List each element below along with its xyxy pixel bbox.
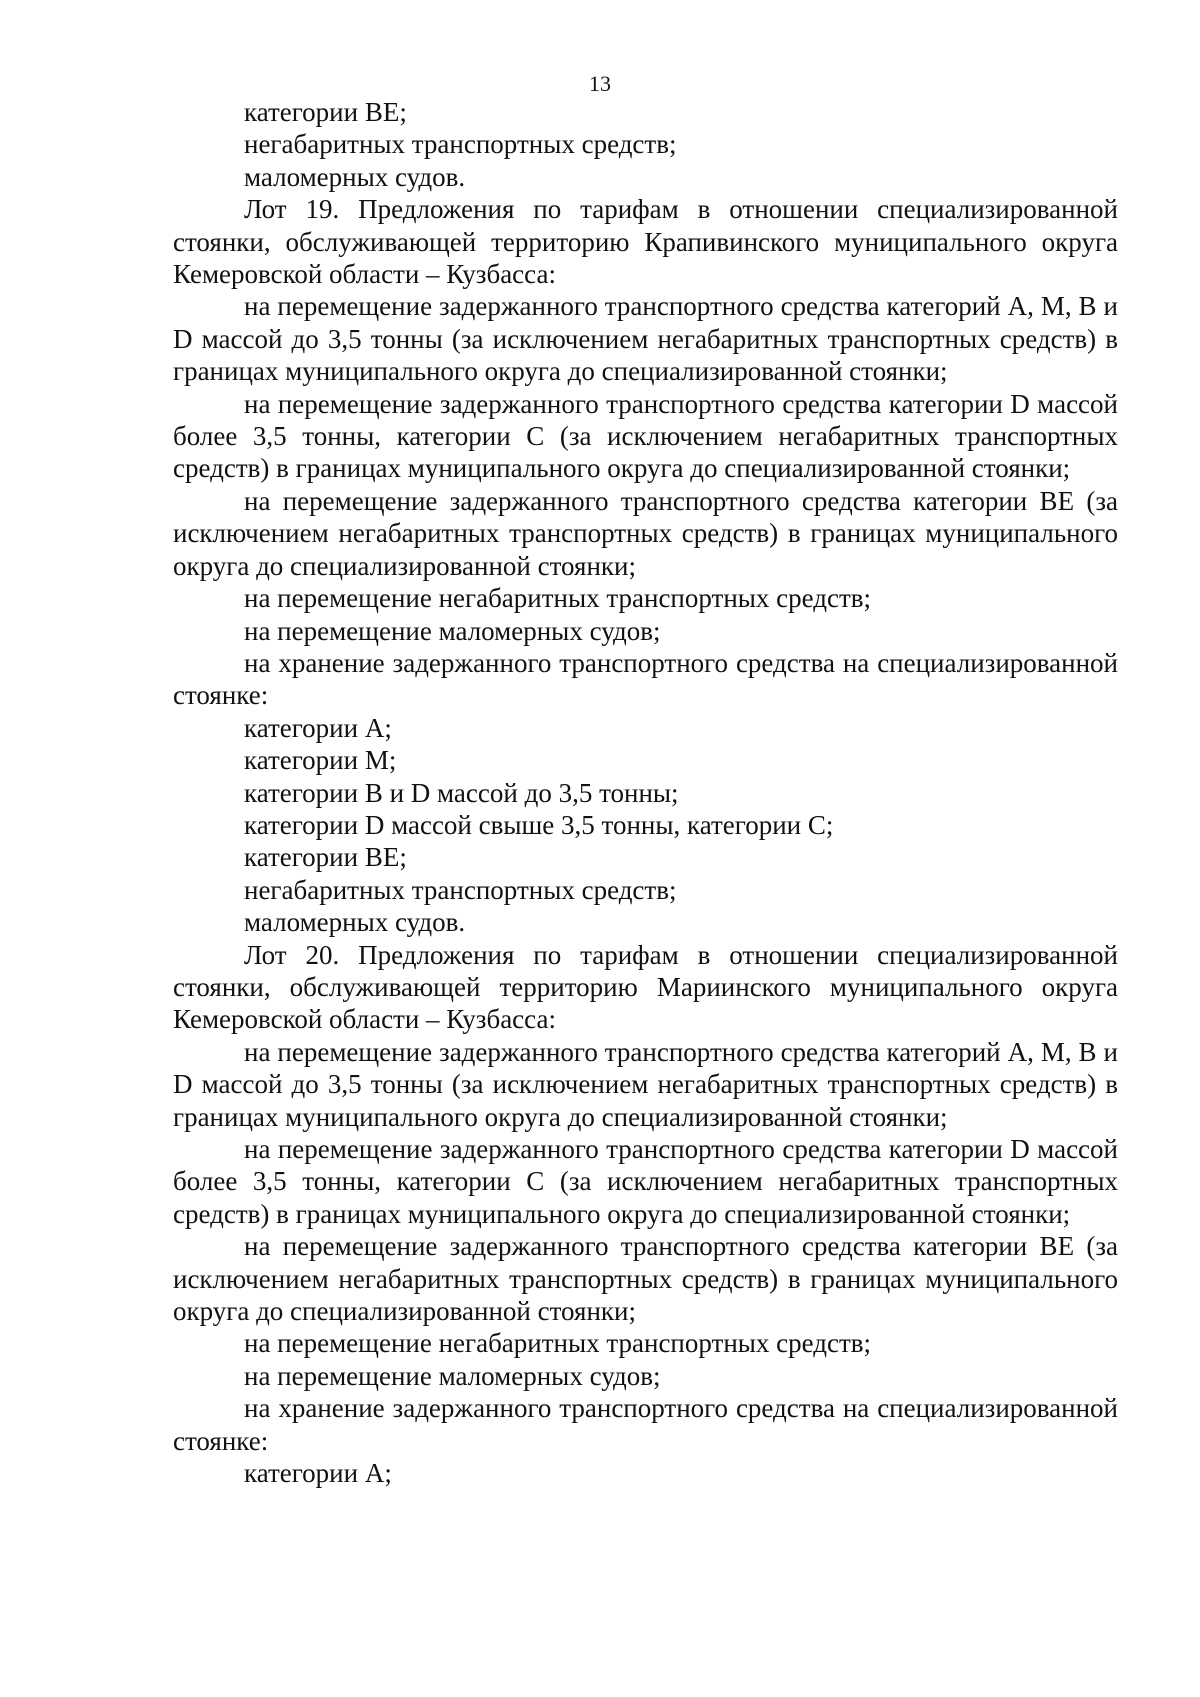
paragraph: на хранение задержанного транспортного средства на специализированной стоянке: [173,647,1118,711]
paragraph: на перемещение задержанного транспортного средства категорий A, M, B и D массой до 3,5 тонны (за исключением негабаритных транспортных средств) в границах муниципального округа до специализированной стоянки; [173,291,1118,387]
list-item: категории A; [244,1458,392,1489]
list-item: на перемещение негабаритных транспортных средств; [244,1328,872,1359]
lot-20-heading-paragraph: Лот 20. Предложения по тарифам в отношении специализированной стоянки, обслуживающей территорию Мариинского муниципального округа Кемеровской области – Кузбасса: [173,939,1118,1035]
paragraph: на перемещение задержанного транспортного средства категорий A, M, B и D массой до 3,5 тонны (за исключением негабаритных транспортных средств) в границах муниципального округа до специализированной стоянки; [173,1036,1118,1132]
list-item: на перемещение маломерных судов; [244,1360,661,1391]
list-item: категории BE; [244,842,407,873]
list-item: негабаритных транспортных средств; [244,129,677,160]
list-item: категории A; [244,712,392,743]
paragraph: на перемещение задержанного транспортного средства категории D массой более 3,5 тонны, категории C (за исключением негабаритных транспортных средств) в границах муниципального округа до специализированной стоянки; [173,388,1118,484]
list-item: категории M; [244,745,397,776]
paragraph: на перемещение задержанного транспортного средства категории BE (за исключением негабаритных транспортных средств) в границах муниципального округа до специализированной стоянки; [173,1231,1118,1327]
paragraph: на перемещение задержанного транспортного средства категории D массой более 3,5 тонны, категории C (за исключением негабаритных транспортных средств) в границах муниципального округа до специализированной стоянки; [173,1134,1118,1229]
list-item: категории B и D массой до 3,5 тонны; [244,777,679,808]
list-item: категории D массой свыше 3,5 тонны, категории C; [244,809,834,840]
list-item: категории ВЕ; [244,97,407,127]
document-body [173,96,1118,1489]
list-item: маломерных судов. [244,907,466,938]
paragraph: на хранение задержанного транспортного средства на специализированной стоянке: [173,1393,1118,1456]
list-item: на перемещение негабаритных транспортных средств; [244,583,872,614]
lot-19-heading-paragraph: Лот 19. Предложения по тарифам в отношении специализированной стоянки, обслуживающей территорию Крапивинского муниципального округа Кемеровской области – Кузбасса: [173,194,1118,290]
list-item: негабаритных транспортных средств; [244,874,677,905]
paragraph: на перемещение задержанного транспортного средства категории BE (за исключением негабаритных транспортных средств) в границах муниципального округа до специализированной стоянки; [173,485,1118,581]
list-item: на перемещение маломерных судов; [244,615,661,646]
page-number: 13 [589,71,611,96]
list-item: маломерных судов. [244,161,466,192]
